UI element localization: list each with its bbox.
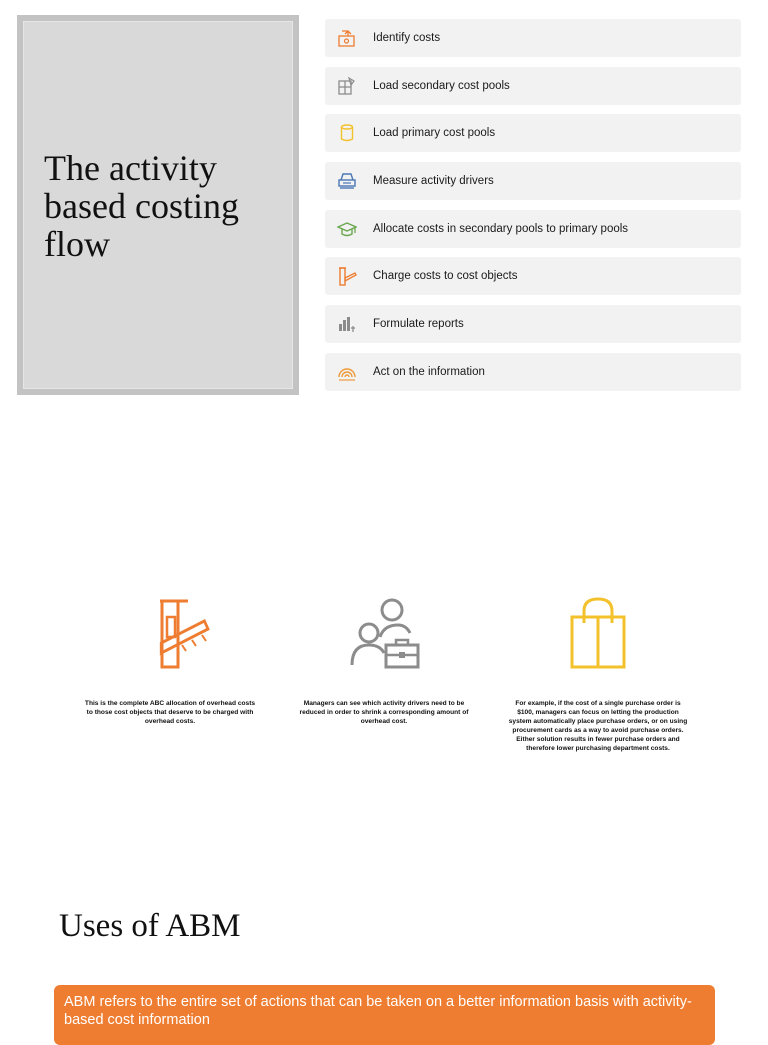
step-formulate-reports <box>325 305 741 343</box>
graduation-cap-icon <box>336 218 358 240</box>
step-label: Formulate reports <box>373 318 464 331</box>
step-label: Identify costs <box>373 32 441 44</box>
title-card <box>17 15 299 395</box>
cylinder-icon <box>336 122 358 144</box>
step-measure-drivers <box>325 162 741 200</box>
column-text: For example, if the cost of a single purchase order is $100, managers can focus on letting the production system automatically place purchase orders, or on using procurement cards as a way to avoid purchase orders. Either solution results in fewer purchase orders and therefore lower purchasing department costs. <box>508 700 688 752</box>
barrier-gate-icon <box>336 265 358 287</box>
column-activity-drivers <box>296 595 472 726</box>
step-load-primary <box>325 114 741 152</box>
flow-steps <box>325 19 741 401</box>
abm-definition-banner: ABM refers to the entire set of actions that can be taken on a better information basis with activity-based cost information <box>54 985 715 1045</box>
car-icon <box>336 170 358 192</box>
column-allocation <box>82 595 258 726</box>
benefit-columns <box>0 595 768 805</box>
signal-icon <box>336 361 358 383</box>
shopping-bag-icon <box>558 595 638 675</box>
users-briefcase-icon <box>344 595 424 675</box>
step-act-on-info <box>325 353 741 391</box>
step-label: Allocate costs in secondary pools to primary pools <box>373 222 629 235</box>
step-load-secondary <box>325 67 741 105</box>
step-label: Act on the information <box>373 365 485 378</box>
column-text: Managers can see which activity drivers need to be reduced in order to shrink a corresponding amount of overhead cost. <box>299 700 469 725</box>
uses-heading: Uses of ABM <box>59 908 241 944</box>
column-text: This is the complete ABC allocation of overhead costs to those cost objects that deserve to be charged with overhead costs. <box>84 700 256 725</box>
barrier-gate-icon <box>130 595 210 675</box>
building-blocks-icon <box>336 75 358 97</box>
step-label: Load secondary cost pools <box>373 79 510 92</box>
column-example <box>508 595 688 753</box>
bar-chart-icon <box>336 313 358 335</box>
step-identify-costs <box>325 19 741 57</box>
money-transfer-icon <box>336 27 358 49</box>
step-charge-costs <box>325 257 741 295</box>
step-allocate-costs <box>325 210 741 248</box>
step-label: Load primary cost pools <box>373 127 496 140</box>
page-title: The activity based costing flow <box>44 148 239 264</box>
step-label: Charge costs to cost objects <box>373 270 518 283</box>
step-label: Measure activity drivers <box>373 175 494 188</box>
